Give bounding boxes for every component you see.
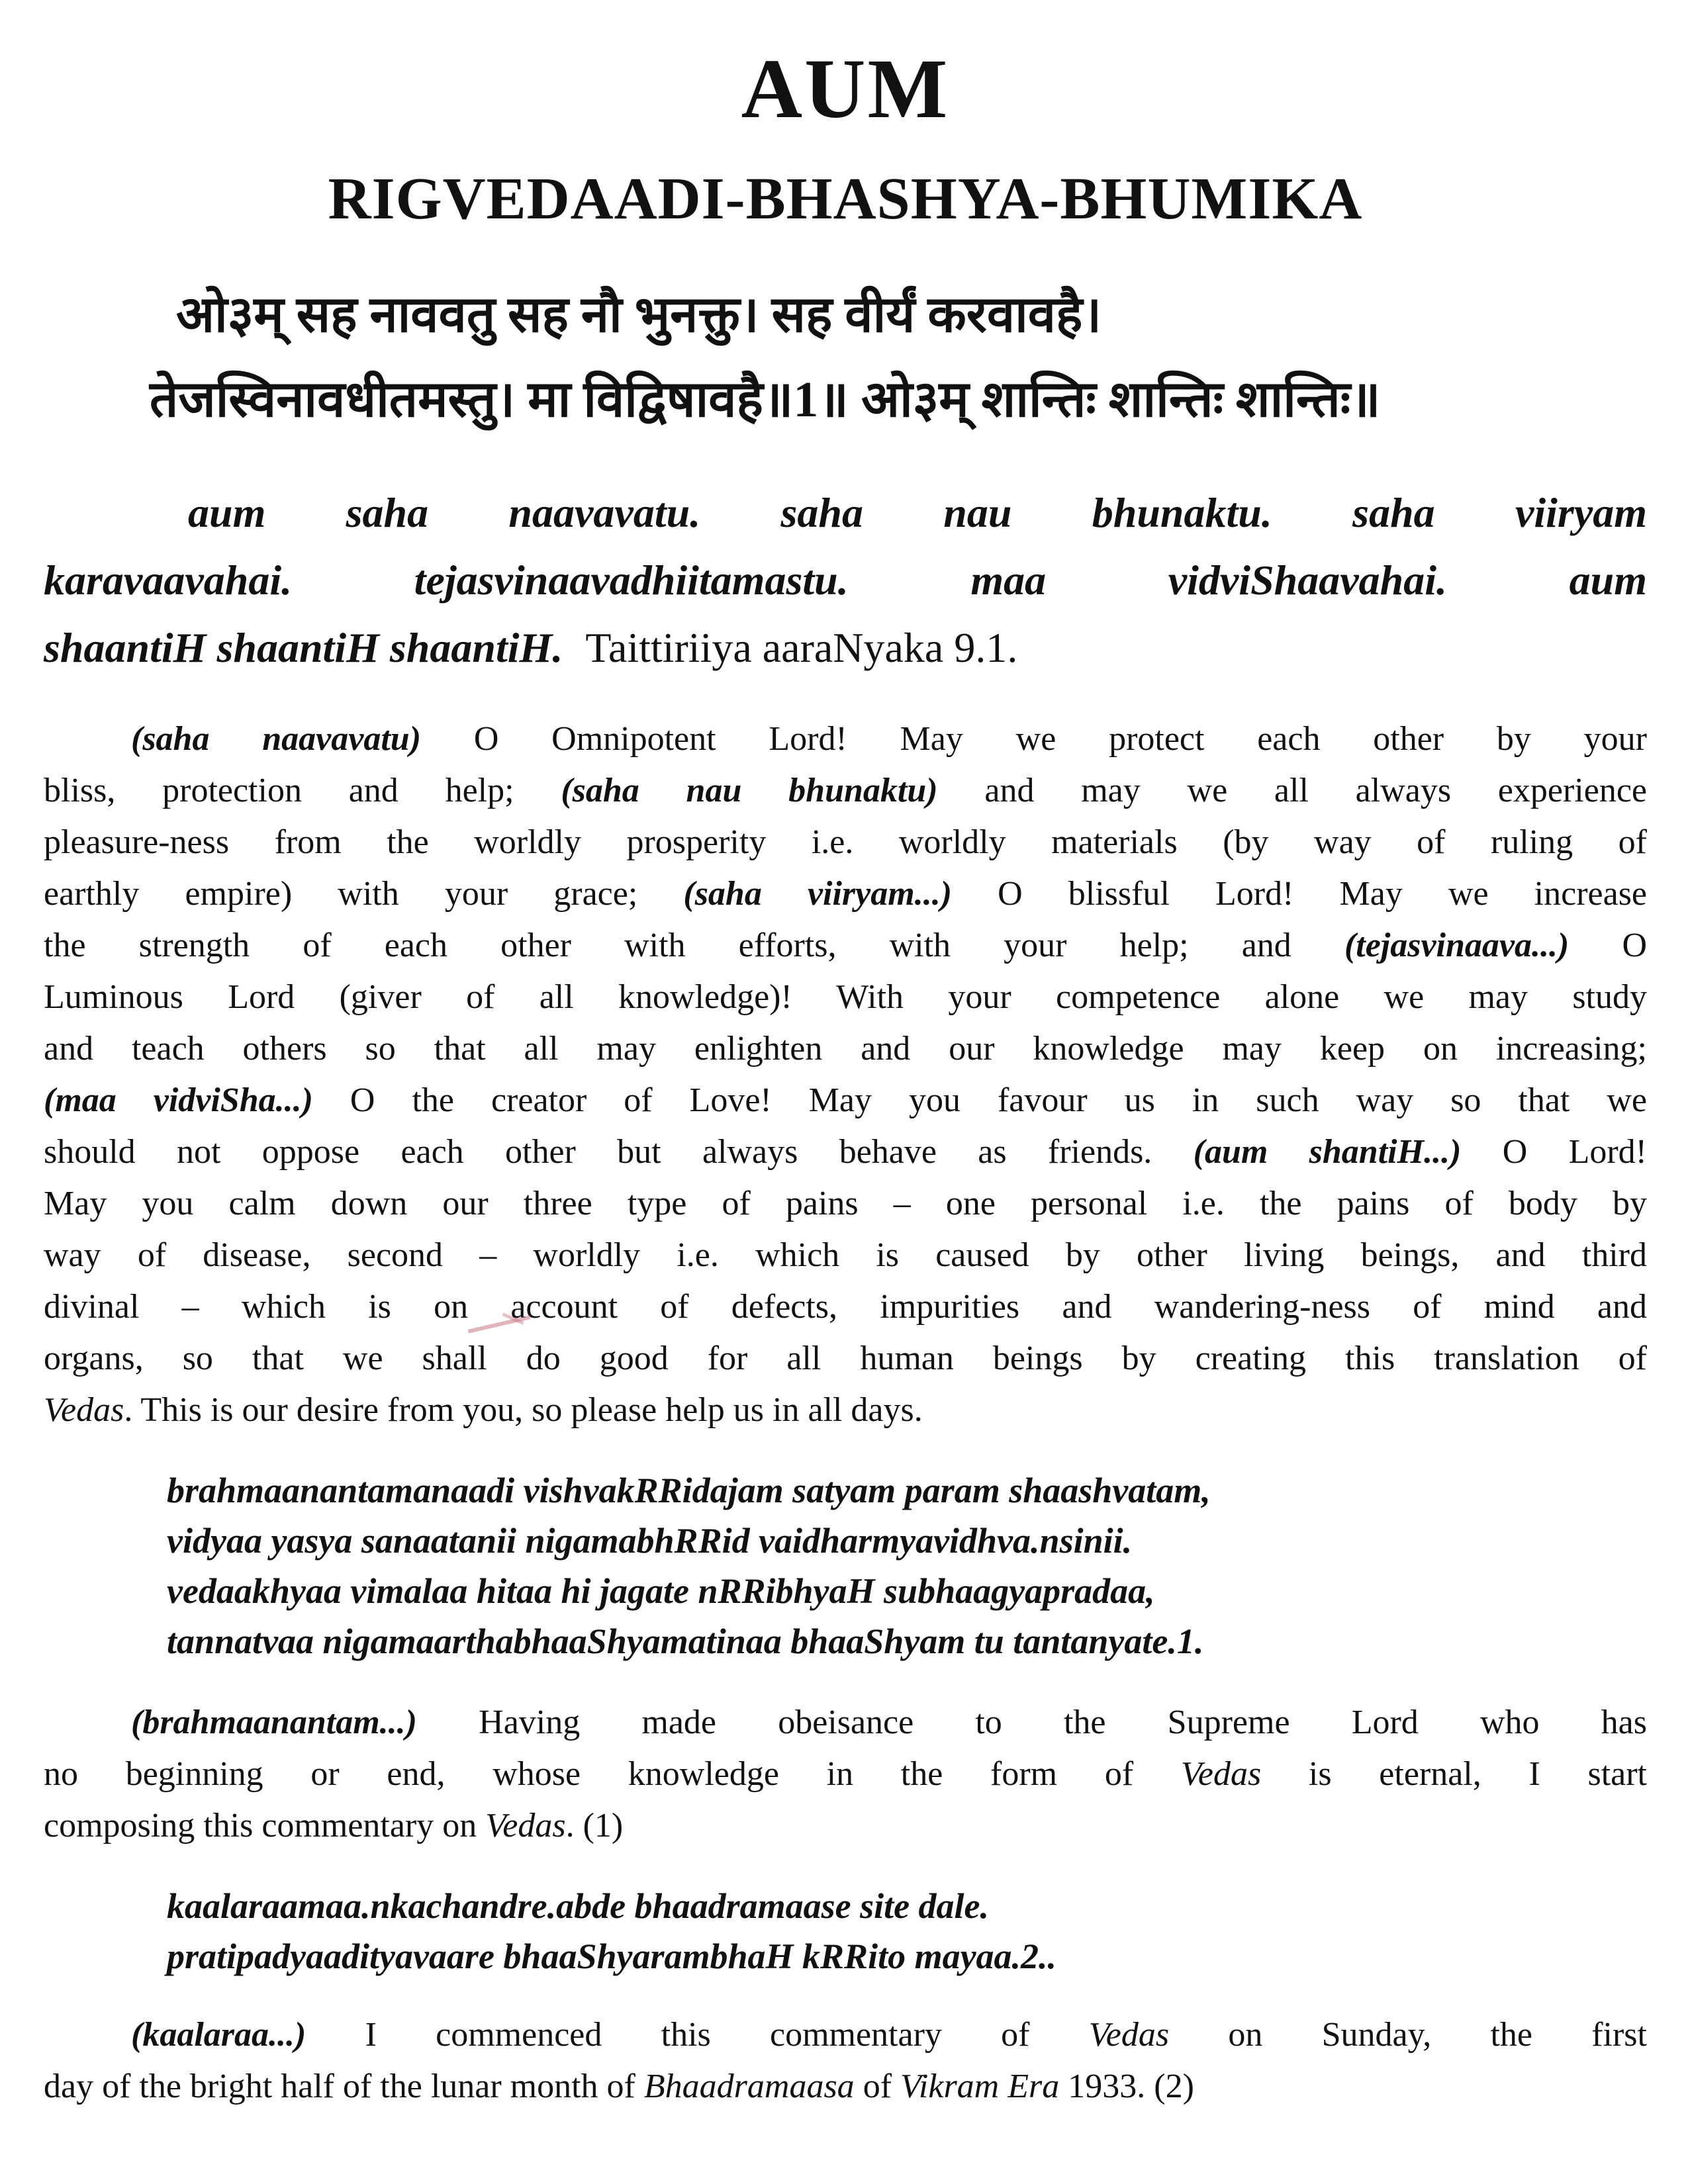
text-line — [44, 1126, 1647, 1178]
text-line — [167, 1516, 1647, 1566]
transliteration-paragraph — [44, 479, 1647, 682]
text-run: and teach others so that all may enlighten and our knowledge may keep on increasing; — [44, 1029, 1647, 1068]
verse-block-2 — [167, 1881, 1647, 1981]
text-run: Vedas — [1180, 1754, 1262, 1793]
text-run: O Omnipotent Lord! May we protect each other by your — [421, 719, 1647, 758]
text-line — [44, 920, 1647, 972]
text-run: I commenced this commentary of — [306, 2015, 1089, 2054]
text-run: organs, so that we shall do good for all human beings by creating this translation of — [44, 1339, 1647, 1377]
text-line — [44, 765, 1647, 817]
text-run: kaalaraamaa.nkachandre.abde bhaadramaase site dale. — [167, 1886, 990, 1926]
text-run: bliss, protection and help; — [44, 771, 561, 809]
text-run: earthly empire) with your grace; — [44, 874, 684, 913]
text-run: Vedas — [44, 1390, 124, 1429]
text-line — [167, 1881, 1647, 1931]
text-run: O blissful Lord! May we increase — [952, 874, 1648, 913]
text-run: . This is our desire from you, so please help us in all days. — [124, 1390, 923, 1429]
translation-paragraph-2 — [44, 1697, 1647, 1852]
text-run: karavaavahai. tejasvinaavadhiitamastu. maa vidviShaavahai. aum — [44, 556, 1647, 604]
text-run: Vedas — [1088, 2015, 1170, 2054]
text-line — [44, 479, 1647, 547]
text-run: O the creator of Love! May you favour us in such way so that we — [312, 1081, 1647, 1119]
text-line — [167, 1616, 1647, 1666]
text-run: vidyaa yasya sanaatanii nigamabhRRid vaidharmyavidhva.nsinii. — [167, 1520, 1133, 1561]
text-run: Taittiriiya aaraNyaka 9.1. — [585, 623, 1018, 671]
text-line — [44, 1075, 1647, 1126]
text-run: (saha viiryam...) — [683, 874, 953, 913]
text-line — [44, 1333, 1647, 1385]
text-run: is eternal, I start — [1261, 1754, 1647, 1793]
text-run: (tejasvinaava...) — [1344, 926, 1570, 964]
translation-paragraph-3 — [44, 2009, 1647, 2113]
text-run: (saha naavavatu) — [131, 719, 422, 758]
text-line — [44, 1178, 1647, 1230]
text-run: (saha nau bhunaktu) — [561, 771, 938, 809]
text-line — [44, 1281, 1647, 1333]
text-line — [167, 1931, 1647, 1981]
page-title: AUM — [741, 42, 950, 136]
text-run: shaantiH shaantiH shaantiH. — [44, 623, 563, 671]
text-run: Vedas — [485, 1806, 566, 1844]
sanskrit-line-1: ओ३म् सह नाववतु सह नौ भुनक्तु। सह वीर्यं करवावहै। — [176, 287, 1102, 343]
text-run: Bhaadramaasa — [643, 2067, 855, 2105]
text-run: should not oppose each other but always behave as friends. — [44, 1132, 1194, 1171]
page-subtitle: RIGVEDAADI-BHASHYA-BHUMIKA — [328, 165, 1363, 232]
sanskrit-line-2: तेजस्विनावधीतमस्तु। मा विद्विषावहै॥1॥ ओ३म् शान्तिः शान्तिः शान्तिः॥ — [150, 371, 1381, 428]
text-line — [44, 713, 1647, 765]
text-run: 1933. (2) — [1059, 2067, 1194, 2105]
text-run: (brahmaanantam...) — [131, 1703, 417, 1741]
text-run: brahmaanantamanaadi vishvakRRidajam satyam param shaashvatam, — [167, 1470, 1211, 1510]
text-run: vedaakhyaa vimalaa hitaa hi jagate nRRibhyaH subhaagyapradaa, — [167, 1570, 1155, 1611]
text-run: and may we all always experience — [937, 771, 1647, 809]
text-run: (aum shantiH...) — [1193, 1132, 1462, 1171]
text-line — [44, 1800, 1647, 1852]
text-run: composing this commentary on — [44, 1806, 486, 1844]
text-run: May you calm down our three type of pains – one personal i.e. the pains of body by — [44, 1184, 1647, 1222]
text-line — [44, 614, 1647, 682]
text-line — [44, 1230, 1647, 1281]
text-line — [44, 2061, 1647, 2113]
text-line — [44, 1023, 1647, 1075]
text-run: . (1) — [565, 1806, 624, 1844]
text-run: pratipadyaadityavaare bhaaShyarambhaH kRRito mayaa.2.. — [167, 1936, 1057, 1976]
text-run: Vikram Era — [900, 2067, 1060, 2105]
text-line — [44, 1385, 1647, 1436]
text-run: O — [1569, 926, 1647, 964]
text-line — [44, 1697, 1647, 1749]
text-line — [44, 547, 1647, 614]
text-line — [167, 1566, 1647, 1616]
text-run: Luminous Lord (giver of all knowledge)! With your competence alone we may study — [44, 978, 1647, 1016]
text-run: the strength of each other with efforts, with your help; and — [44, 926, 1344, 964]
text-run: (kaalaraa...) — [131, 2015, 306, 2054]
text-run: way of disease, second – worldly i.e. which is caused by other living beings, and third — [44, 1236, 1647, 1274]
text-run: divinal – which is on account of defects, impurities and wandering-ness of mind and — [44, 1287, 1647, 1326]
text-line — [44, 1749, 1647, 1800]
verse-block-1 — [167, 1465, 1647, 1666]
text-line — [44, 868, 1647, 920]
text-line — [44, 817, 1647, 868]
text-run: aum saha naavavatu. saha nau bhunaktu. saha viiryam — [188, 488, 1647, 536]
translation-paragraph-1 — [44, 713, 1647, 1436]
sanskrit-shloka — [44, 273, 1647, 442]
text-run: no beginning or end, whose knowledge in the form of — [44, 1754, 1181, 1793]
text-run: (maa vidviSha...) — [44, 1081, 313, 1119]
text-line — [44, 972, 1647, 1023]
text-run: tannatvaa nigamaarthabhaaShyamatinaa bhaaShyam tu tantanyate.1. — [167, 1621, 1204, 1661]
text-line — [167, 1465, 1647, 1516]
text-line — [44, 2009, 1647, 2061]
text-run: pleasure-ness from the worldly prosperity i.e. worldly materials (by way of ruling of — [44, 823, 1647, 861]
text-run: O Lord! — [1461, 1132, 1648, 1171]
text-run: on Sunday, the first — [1169, 2015, 1647, 2054]
text-run: day of the bright half of the lunar month of — [44, 2067, 644, 2105]
text-run: of — [854, 2067, 901, 2105]
text-run: Having made obeisance to the Supreme Lord who has — [416, 1703, 1647, 1741]
